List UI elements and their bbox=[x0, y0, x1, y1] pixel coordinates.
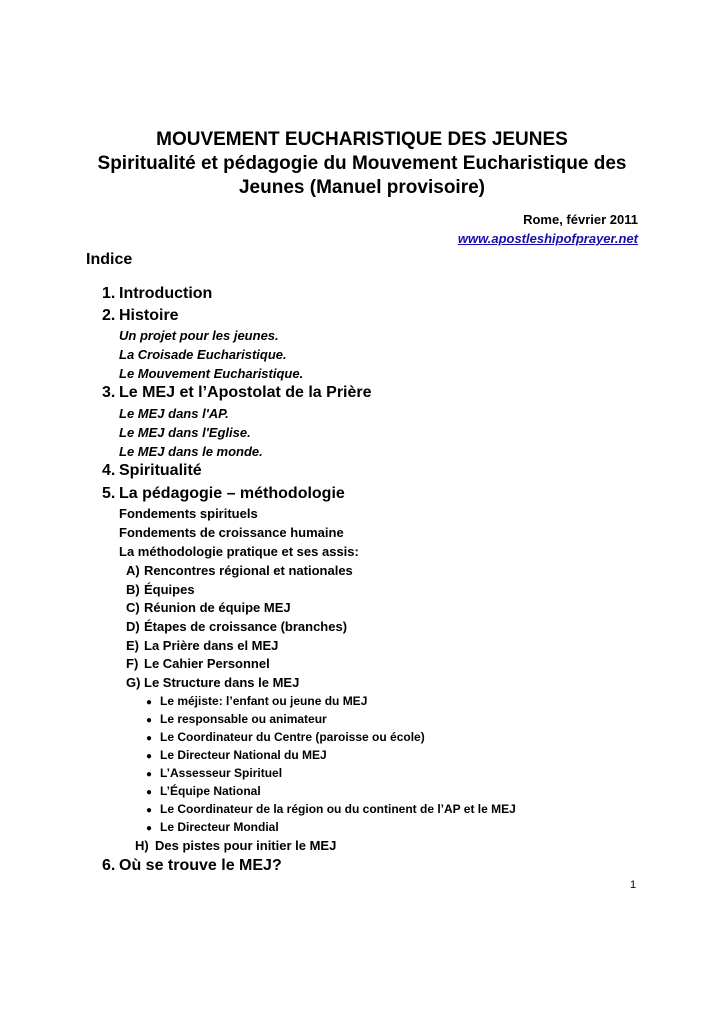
toc-item-histoire: 2. Histoire bbox=[102, 307, 179, 324]
toc-bullet-item: ● Le Directeur Mondial bbox=[146, 819, 279, 837]
toc-subitem: Un projet pour les jeunes. bbox=[119, 328, 279, 343]
toc-letter-item: B) Équipes bbox=[126, 582, 195, 597]
bullet-icon: ● bbox=[146, 805, 153, 816]
bullet-icon: ● bbox=[146, 751, 153, 762]
toc-subitem: La méthodologie pratique et ses assis: bbox=[119, 544, 359, 559]
toc-bullet-item: ● L’Équipe National bbox=[146, 783, 261, 801]
toc-bullet-item: ● Le Coordinateur du Centre (paroisse ou école) bbox=[146, 729, 425, 747]
website-link[interactable]: www.apostleshipofprayer.net bbox=[457, 231, 638, 246]
bullet-icon: ● bbox=[146, 787, 153, 798]
toc-subitem: Le MEJ dans l'Eglise. bbox=[119, 425, 251, 440]
toc-bullet-item: ● Le Directeur National du MEJ bbox=[146, 747, 327, 765]
toc-bullet-item: ● Le responsable ou animateur bbox=[146, 711, 327, 729]
bullet-icon: ● bbox=[146, 823, 153, 834]
toc-letter-item: G) Le Structure dans le MEJ bbox=[126, 675, 300, 690]
bullet-icon: ● bbox=[146, 697, 153, 708]
toc-subitem: Le Mouvement Eucharistique. bbox=[119, 366, 304, 381]
place-date: Rome, février 2011 bbox=[523, 212, 638, 227]
toc-subitem: Le MEJ dans le monde. bbox=[119, 444, 263, 459]
toc-letter-item: D) Étapes de croissance (branches) bbox=[126, 619, 348, 634]
toc-subitem: Fondements spirituels bbox=[119, 506, 258, 521]
toc-bullet-item: ● Le méjiste: l’enfant ou jeune du MEJ bbox=[146, 693, 367, 711]
bullet-icon: ● bbox=[146, 715, 153, 726]
toc-item-pedagogie: 5. La pédagogie – méthodologie bbox=[102, 485, 345, 502]
page-number: 1 bbox=[630, 879, 637, 891]
toc-letter-item: A) Rencontres régional et nationales bbox=[126, 563, 353, 578]
toc-letter-item: C) Réunion de équipe MEJ bbox=[126, 600, 291, 615]
toc-item-ou-se-trouve: 6. Où se trouve le MEJ? bbox=[102, 857, 282, 874]
toc-letter-item-h: H) Des pistes pour initier le MEJ bbox=[135, 838, 337, 853]
toc-bullet-item: ● Le Coordinateur de la région ou du continent de l’AP et le MEJ bbox=[146, 801, 516, 819]
toc-item-spiritualite: 4. Spiritualité bbox=[102, 462, 202, 479]
toc-letter-item: E) La Prière dans el MEJ bbox=[126, 638, 279, 653]
bullet-icon: ● bbox=[146, 769, 153, 780]
document-title-line2: Spiritualité et pédagogie du Mouvement Eucharistique des bbox=[97, 153, 627, 174]
bullet-icon: ● bbox=[146, 733, 153, 744]
toc-item-introduction: 1. Introduction bbox=[102, 285, 213, 302]
toc-subitem: La Croisade Eucharistique. bbox=[119, 347, 287, 362]
toc-subitem: Le MEJ dans l'AP. bbox=[119, 406, 229, 421]
toc-letter-item: F) Le Cahier Personnel bbox=[126, 656, 270, 671]
document-title-line1: MOUVEMENT EUCHARISTIQUE DES JEUNES bbox=[156, 129, 568, 150]
toc-item-mej-ap: 3. Le MEJ et l’Apostolat de la Prière bbox=[102, 384, 372, 401]
index-heading: Indice bbox=[86, 251, 133, 268]
document-title-line3: Jeunes (Manuel provisoire) bbox=[238, 177, 485, 198]
toc-bullet-item: ● L’Assesseur Spirituel bbox=[146, 765, 282, 783]
toc-subitem: Fondements de croissance humaine bbox=[119, 525, 344, 540]
